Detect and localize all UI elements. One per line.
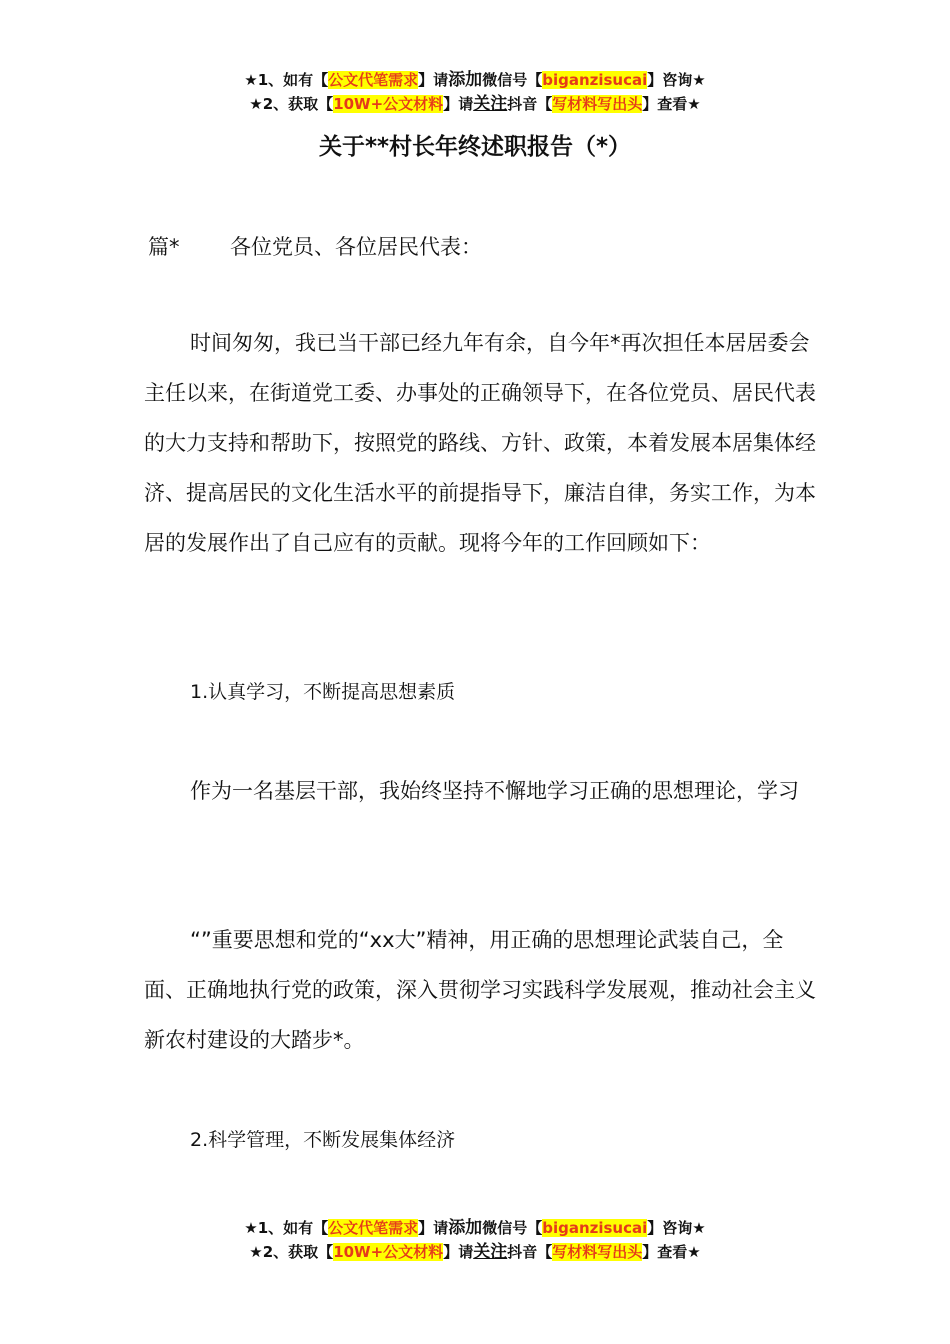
- header-banner: [0, 68, 950, 116]
- salutation: [144, 222, 824, 272]
- banner-highlight: 公文代笔需求: [328, 71, 419, 89]
- banner-emphasis: 添加: [448, 70, 483, 90]
- banner-line-1: [0, 68, 950, 92]
- banner-highlight: 10W+公文材料: [333, 1243, 444, 1261]
- section-heading-2: 2.科学管理，不断发展集体经济: [190, 1129, 456, 1151]
- paragraph-thought: “”重要思想和党的“xx大”精神，用正确的思想理论武装自己，全面、正确地执行党的政策，深入贯彻学习实践科学发展观，推动社会主义新农村建设的大踏步*。: [144, 928, 816, 1052]
- banner-text: ★2、获取【: [249, 1243, 334, 1261]
- banner-text: 】请: [418, 1219, 449, 1237]
- banner-highlight: biganzisucai: [542, 71, 648, 89]
- footer-banner: [0, 1216, 950, 1264]
- paragraph-study: 作为一名基层干部，我始终坚持不懈地学习正确的思想理论，学习: [190, 779, 799, 803]
- banner-highlight: 写材料写出头: [552, 95, 643, 113]
- banner-text: 微信号【: [482, 71, 543, 89]
- banner-text: 】请: [443, 1243, 474, 1261]
- banner-highlight: 10W+公文材料: [333, 95, 444, 113]
- banner-text: 】查看★: [642, 1243, 701, 1261]
- banner-text: 】查看★: [642, 95, 701, 113]
- salutation-text: 各位党员、各位居民代表：: [230, 235, 482, 259]
- banner-line-1: [0, 1216, 950, 1240]
- banner-emphasis: 关注: [473, 94, 508, 114]
- banner-text: ★1、如有【: [244, 71, 329, 89]
- paragraph-intro: 时间匆匆，我已当干部已经九年有余，自今年*再次担任本居居委会主任以来，在街道党工委、办事处的正确领导下，在各位党员、居民代表的大力支持和帮助下，按照党的路线、方针、政策，本着发展本居集体经济、提高居民的文化生活水平的前提指导下，廉洁自律，务实工作，为本居的发展作出了自己应有的贡献。现将今年的工作回顾如下：: [144, 331, 816, 555]
- banner-emphasis: 添加: [448, 1218, 483, 1238]
- section-label: 篇*: [148, 235, 180, 259]
- banner-text: 】请: [418, 71, 449, 89]
- banner-text: 】请: [443, 95, 474, 113]
- banner-text: 微信号【: [482, 1219, 543, 1237]
- section-heading-1: 1.认真学习，不断提高思想素质: [190, 681, 456, 703]
- banner-highlight: biganzisucai: [542, 1219, 648, 1237]
- banner-text: 抖音【: [507, 95, 553, 113]
- banner-text: 】咨询★: [647, 71, 706, 89]
- banner-emphasis: 关注: [473, 1242, 508, 1262]
- banner-text: 抖音【: [507, 1243, 553, 1261]
- banner-line-2: [0, 1240, 950, 1264]
- banner-highlight: 写材料写出头: [552, 1243, 643, 1261]
- banner-line-2: [0, 92, 950, 116]
- banner-text: 】咨询★: [647, 1219, 706, 1237]
- banner-text: ★1、如有【: [244, 1219, 329, 1237]
- document-title: 关于**村长年终述职报告（*）: [318, 134, 632, 160]
- banner-highlight: 公文代笔需求: [328, 1219, 419, 1237]
- banner-text: ★2、获取【: [249, 95, 334, 113]
